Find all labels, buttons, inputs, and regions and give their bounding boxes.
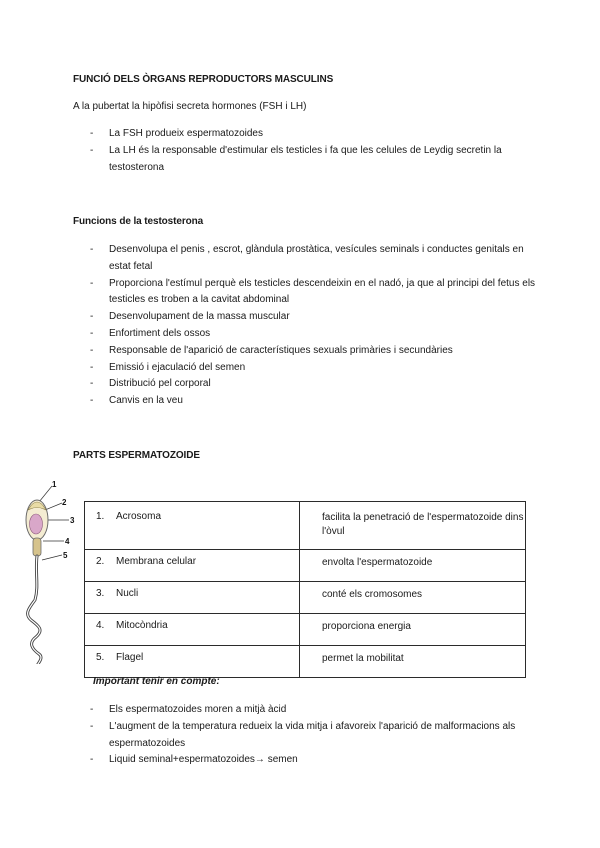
part-function: permet la mobilitat <box>322 653 404 664</box>
diagram-label-1: 1 <box>52 480 57 489</box>
intro-paragraph: A la pubertat la hipòfisi secreta hormones (FSH i LH) <box>73 101 307 112</box>
part-name: Membrana celular <box>116 556 197 567</box>
list-item: - Desenvolupament de la massa muscular <box>90 311 290 323</box>
part-name: Nucli <box>116 588 139 599</box>
diagram-label-2: 2 <box>62 498 67 507</box>
sperm-parts-table <box>84 501 526 678</box>
list-item: - La FSH produeix espermatozoides <box>90 128 263 139</box>
list-item: - Proporciona l'estímul perquè els testicles descendeixin en el nadó, ja que al principi del fetus els testicles es troben a la cavitat abdominal <box>90 277 536 306</box>
diagram-label-4: 4 <box>65 537 70 546</box>
part-function: proporciona energia <box>322 621 411 632</box>
diagram-label-5: 5 <box>63 551 68 560</box>
diagram-label-3: 3 <box>70 516 75 525</box>
list-item: - Canvis en la veu <box>90 395 183 407</box>
table-row: 5. Flagel permet la mobilitat <box>85 646 526 678</box>
part-name: Acrosoma <box>116 511 162 522</box>
table-row: 2. Membrana celular envolta l'espermatozoide <box>85 550 526 582</box>
part-function: conté els cromosomes <box>322 589 423 600</box>
list-item: - Enfortiment dels ossos <box>90 327 211 339</box>
list-item: - Responsable de l'aparició de característiques sexuals primàries i secundàries <box>90 344 453 356</box>
testosterone-functions-list <box>0 242 540 410</box>
leader-line-2 <box>45 503 62 510</box>
table-row: 1. Acrosoma facilita la penetració de l'espermatozoide dins l'òvul <box>85 502 526 550</box>
sperm-diagram <box>18 478 84 664</box>
part-name: Mitocòndria <box>116 620 168 631</box>
list-item: - Liquid seminal+espermatozoides→ semen <box>90 754 298 766</box>
part-function: envolta l'espermatozoide <box>322 557 433 568</box>
important-notes-list <box>0 702 540 769</box>
midpiece-shape <box>33 538 41 556</box>
section-title-testosterone: Funcions de la testosterona <box>73 216 204 227</box>
hormone-list <box>0 126 540 176</box>
list-item: - La LH és la responsable d'estimular els testicles i fa que les celules de Leydig secretin la testosterona <box>90 144 502 173</box>
part-function: facilita la penetració de l'espermatozoide dins l'òvul <box>322 512 524 537</box>
part-name: Flagel <box>116 652 144 663</box>
important-note-title: Important tenir en compte: <box>93 676 220 687</box>
leader-line-1 <box>39 486 52 502</box>
list-item: - Emissió i ejaculació del semen <box>90 361 246 373</box>
list-item: - Distribució pel corporal <box>90 378 211 390</box>
table-row: 3. Nucli conté els cromosomes <box>85 582 526 614</box>
leader-line-5 <box>42 555 62 560</box>
flagellum-shape <box>28 556 41 664</box>
nucleus-shape <box>30 514 43 534</box>
list-item: - L'augment de la temperatura redueix la vida mitja i afavoreix l'aparició de malformacions als espermatozoides <box>90 720 516 749</box>
list-item: - Els espermatozoides moren a mitjà àcid <box>90 704 287 715</box>
section-title-reproductive-organs: FUNCIÓ DELS ÒRGANS REPRODUCTORS MASCULINS <box>73 74 334 85</box>
list-item: - Desenvolupa el penis , escrot, glàndula prostàtica, vesícules seminals i conductes genitals en estat fetal <box>90 244 524 272</box>
section-title-sperm-parts: PARTS ESPERMATOZOIDE <box>73 450 200 461</box>
table-row: 4. Mitocòndria proporciona energia <box>85 614 526 646</box>
